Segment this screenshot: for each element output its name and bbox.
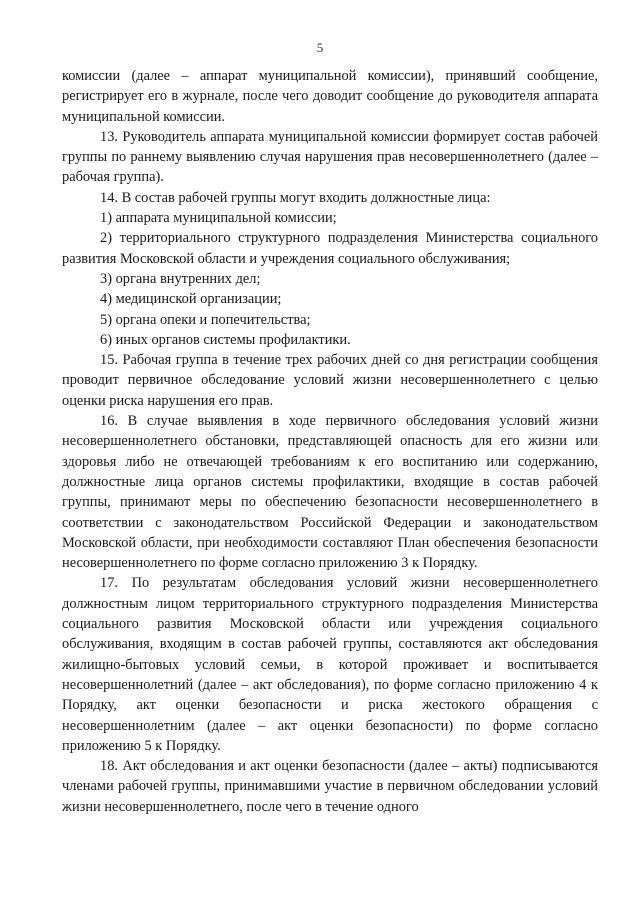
paragraph-14: 14. В состав рабочей группы могут входить должностные лица:	[100, 189, 491, 206]
paragraph-15: 15. Рабочая группа в течение трех рабочих дней со дня регистрации сообщения проводит первичное обследование условий жизни несовершеннолетнего с целью оценки риска нарушения его прав.	[62, 352, 598, 409]
list-item-5: 5) органа опеки и попечительства;	[100, 311, 311, 328]
document-body	[62, 66, 598, 817]
list-item-4: 4) медицинской организации;	[100, 291, 282, 308]
paragraph-continuation: комиссии (далее – аппарат муниципальной комиссии), принявший сообщение, регистрирует его в журнале, после чего доводит сообщение до руководителя аппарата муниципальной комиссии.	[62, 68, 598, 125]
paragraph-18: 18. Акт обследования и акт оценки безопасности (далее – акты) подписываются членами рабочей группы, принимавшими участие в первичном обследовании условий жизни несовершеннолетнего, после чего в течение одного	[62, 758, 598, 815]
paragraph-17: 17. По результатам обследования условий жизни несовершеннолетнего должностным лицом территориального структурного подразделения Министерства социального развития Московской области или учреждения социального обслуживания, входящим в состав рабочей группы, составляются акт обследования жилищно-бытовых условий семьи, в которой проживает и воспитывается несовершеннолетний (далее – акт обследования), по форме согласно приложению 4 к Порядку, акт оценки безопасности и риска жестокого обращения с несовершеннолетним (далее – акт оценки безопасности) по форме согласно приложению 5 к Порядку.	[62, 575, 598, 754]
paragraph-13: 13. Руководитель аппарата муниципальной комиссии формирует состав рабочей группы по раннему выявлению случая нарушения прав несовершеннолетнего (далее – рабочая группа).	[62, 128, 598, 186]
paragraph-16: 16. В случае выявления в ходе первичного обследования условий жизни несовершеннолетнего обстановки, представляющей опасность для его жизни или здоровья либо не отвечающей требованиям к его воспитанию или содержанию, должностные лица органов системы профилактики, входящие в состав рабочей группы, принимают меры по обеспечению безопасности несовершеннолетнего в соответствии с законодательством Российской Федерации и законодательством Московской области, при необходимости составляют План обеспечения безопасности несовершеннолетнего по форме согласно приложению 3 к Порядку.	[62, 413, 598, 572]
list-item-2: 2) территориального структурного подразделения Министерства социального развития Московской области и учреждения социального обслуживания;	[62, 230, 598, 267]
list-item-6: 6) иных органов системы профилактики.	[100, 331, 351, 348]
page-number: 5	[316, 40, 324, 55]
list-item-3: 3) органа внутренних дел;	[100, 270, 261, 287]
list-item-1: 1) аппарата муниципальной комиссии;	[100, 210, 337, 227]
